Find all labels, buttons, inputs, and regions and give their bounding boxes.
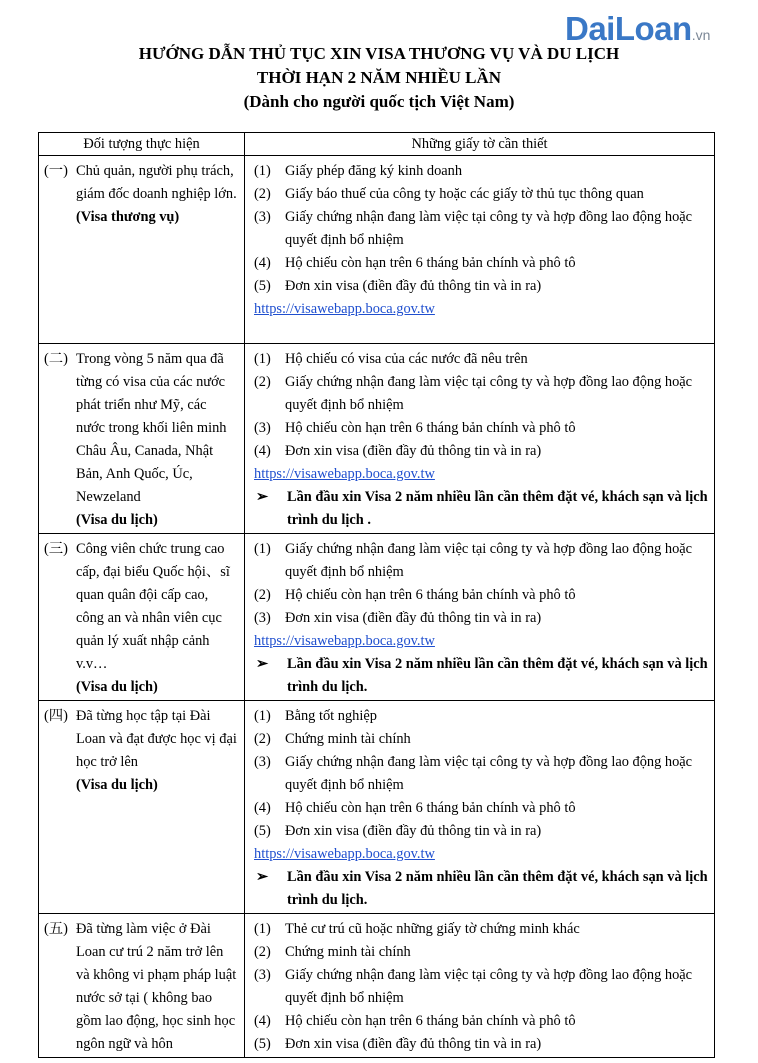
- visa-application-link[interactable]: https://visawebapp.boca.gov.tw: [254, 633, 435, 649]
- applicant-description: Đã từng làm việc ở Đài Loan cư trú 2 năm trở lên và không vi phạm pháp luật nước sở tại ( không bao gồm lao động, học sinh học ngôn ngữ và hôn: [76, 921, 237, 1052]
- item-number: (1): [254, 921, 271, 937]
- note-text: Lần đầu xin Visa 2 năm nhiều lần cần thêm đặt vé, khách sạn và lịch trình du lịch.: [287, 656, 708, 695]
- documents-cell: [245, 344, 715, 534]
- item-number: (2): [254, 731, 271, 747]
- item-text: Bằng tốt nghiệp: [285, 708, 377, 724]
- list-item: [254, 538, 709, 584]
- table-row: [39, 344, 715, 534]
- item-text: Đơn xin visa (điền đầy đủ thông tin và in ra): [285, 823, 542, 839]
- list-item: [254, 348, 709, 371]
- list-item: [254, 417, 709, 440]
- row-number: (一): [44, 163, 68, 179]
- visa-type: (Visa du lịch): [76, 512, 158, 528]
- list-item: [254, 1033, 709, 1056]
- list-item: [254, 820, 709, 843]
- visa-application-link[interactable]: https://visawebapp.boca.gov.tw: [254, 466, 435, 482]
- list-item: [254, 797, 709, 820]
- list-item: [254, 206, 709, 252]
- item-number: (4): [254, 1013, 271, 1029]
- row-number: (二): [44, 351, 68, 367]
- document-title: [0, 42, 758, 114]
- item-number: (5): [254, 823, 271, 839]
- visa-type: (Visa du lịch): [76, 679, 158, 695]
- applicant-description: Đã từng học tập tại Đài Loan và đạt được học vị đại học trở lên: [76, 708, 237, 770]
- item-number: (3): [254, 209, 271, 225]
- item-text: Đơn xin visa (điền đầy đủ thông tin và in ra): [285, 610, 542, 626]
- table-row: [39, 156, 715, 344]
- list-item: [254, 705, 709, 728]
- item-number: (4): [254, 255, 271, 271]
- arrow-bullet-icon: ➢: [256, 656, 269, 672]
- list-item: [254, 964, 709, 1010]
- visa-type: (Visa thương vụ): [76, 209, 180, 225]
- documents-cell: [245, 701, 715, 914]
- visa-application-link[interactable]: https://visawebapp.boca.gov.tw: [254, 846, 435, 862]
- note-text: Lần đầu xin Visa 2 năm nhiều lần cần thêm đặt vé, khách sạn và lịch trình du lịch .: [287, 489, 708, 528]
- applicant-description: Chủ quản, người phụ trách, giám đốc doanh nghiệp lớn.: [76, 163, 237, 202]
- item-number: (3): [254, 420, 271, 436]
- list-item: [254, 607, 709, 630]
- item-text: Chứng minh tài chính: [285, 731, 411, 747]
- item-number: (5): [254, 1036, 271, 1052]
- list-item: [254, 918, 709, 941]
- title-line-2: THỜI HẠN 2 NĂM NHIỀU LẦN: [256, 68, 502, 87]
- documents-cell: [245, 156, 715, 344]
- item-number: (3): [254, 967, 271, 983]
- logo-tld: .vn: [691, 27, 711, 43]
- item-text: Giấy chứng nhận đang làm việc tại công ty và hợp đồng lao động hoặc quyết định bổ nhiệm: [285, 967, 693, 1006]
- title-line-3: (Dành cho người quốc tịch Việt Nam): [243, 92, 515, 111]
- item-text: Đơn xin visa (điền đầy đủ thông tin và in ra): [285, 1036, 542, 1052]
- item-number: (2): [254, 186, 271, 202]
- item-text: Hộ chiếu còn hạn trên 6 tháng bản chính và phô tô: [285, 255, 576, 271]
- visa-application-link[interactable]: https://visawebapp.boca.gov.tw: [254, 301, 435, 317]
- requirements-table: [38, 132, 715, 1058]
- table-row: [39, 534, 715, 701]
- item-text: Giấy báo thuế của công ty hoặc các giấy tờ thủ tục thông quan: [285, 186, 644, 202]
- item-number: (3): [254, 610, 271, 626]
- item-text: Giấy chứng nhận đang làm việc tại công ty và hợp đồng lao động hoặc quyết định bổ nhiệm: [285, 541, 693, 580]
- item-number: (1): [254, 351, 271, 367]
- item-number: (4): [254, 800, 271, 816]
- item-text: Giấy phép đăng ký kinh doanh: [285, 163, 463, 179]
- applicant-description: Trong vòng 5 năm qua đã từng có visa của các nước phát triển như Mỹ, các nước trong khối liên minh Châu Âu, Canada, Nhật Bản, Anh Quốc, Úc, Newzeland: [76, 351, 227, 505]
- header-documents: Những giấy tờ cần thiết: [245, 133, 715, 156]
- item-text: Giấy chứng nhận đang làm việc tại công ty và hợp đồng lao động hoặc quyết định bổ nhiệm: [285, 209, 693, 248]
- item-text: Giấy chứng nhận đang làm việc tại công ty và hợp đồng lao động hoặc quyết định bổ nhiệm: [285, 754, 693, 793]
- documents-cell: [245, 914, 715, 1058]
- documents-cell: [245, 534, 715, 701]
- applicant-cell: [39, 701, 245, 914]
- item-number: (4): [254, 443, 271, 459]
- item-number: (5): [254, 278, 271, 294]
- list-item: [254, 371, 709, 417]
- applicant-cell: [39, 534, 245, 701]
- table-header-row: [39, 133, 715, 156]
- arrow-bullet-icon: ➢: [256, 489, 269, 505]
- item-text: Hộ chiếu còn hạn trên 6 tháng bản chính và phô tô: [285, 587, 576, 603]
- item-text: Giấy chứng nhận đang làm việc tại công ty và hợp đồng lao động hoặc quyết định bổ nhiệm: [285, 374, 693, 413]
- note-text: Lần đầu xin Visa 2 năm nhiều lần cần thêm đặt vé, khách sạn và lịch trình du lịch.: [287, 869, 708, 908]
- header-applicant: Đối tượng thực hiện: [39, 133, 245, 156]
- item-text: Hộ chiếu có visa của các nước đã nêu trên: [285, 351, 528, 367]
- list-item: [254, 183, 709, 206]
- arrow-bullet-icon: ➢: [256, 869, 269, 885]
- list-item: [254, 160, 709, 183]
- item-number: (1): [254, 708, 271, 724]
- list-item: [254, 440, 709, 463]
- item-number: (2): [254, 587, 271, 603]
- item-text: Hộ chiếu còn hạn trên 6 tháng bản chính và phô tô: [285, 800, 576, 816]
- first-time-note: [254, 653, 709, 699]
- row-number: (五): [44, 921, 68, 937]
- applicant-cell: [39, 156, 245, 344]
- item-number: (1): [254, 163, 271, 179]
- visa-type: (Visa du lịch): [76, 777, 158, 793]
- first-time-note: [254, 486, 709, 532]
- item-number: (2): [254, 374, 271, 390]
- applicant-cell: [39, 344, 245, 534]
- table-row: [39, 914, 715, 1058]
- item-text: Chứng minh tài chính: [285, 944, 411, 960]
- item-text: Thẻ cư trú cũ hoặc những giấy tờ chứng minh khác: [285, 921, 580, 937]
- list-item: [254, 751, 709, 797]
- list-item: [254, 728, 709, 751]
- item-number: (3): [254, 754, 271, 770]
- first-time-note: [254, 866, 709, 912]
- list-item: [254, 941, 709, 964]
- list-item: [254, 1010, 709, 1033]
- list-item: [254, 584, 709, 607]
- item-number: (1): [254, 541, 271, 557]
- applicant-description: Công viên chức trung cao cấp, đại biểu Quốc hội、sĩ quan quân đội cấp cao, công an và nhân viên cục quản lý xuất nhập cảnh v.v…: [76, 541, 230, 672]
- item-text: Đơn xin visa (điền đầy đủ thông tin và in ra): [285, 278, 542, 294]
- list-item: [254, 275, 709, 298]
- item-number: (2): [254, 944, 271, 960]
- row-number: (三): [44, 541, 68, 557]
- logo-brand: DaiLoan: [565, 10, 692, 47]
- item-text: Đơn xin visa (điền đầy đủ thông tin và in ra): [285, 443, 542, 459]
- item-text: Hộ chiếu còn hạn trên 6 tháng bản chính và phô tô: [285, 420, 576, 436]
- item-text: Hộ chiếu còn hạn trên 6 tháng bản chính và phô tô: [285, 1013, 576, 1029]
- list-item: [254, 252, 709, 275]
- table-row: [39, 701, 715, 914]
- title-line-1: HƯỚNG DẪN THỦ TỤC XIN VISA THƯƠNG VỤ VÀ DU LỊCH: [138, 44, 620, 63]
- row-number: (四): [44, 708, 68, 724]
- applicant-cell: [39, 914, 245, 1058]
